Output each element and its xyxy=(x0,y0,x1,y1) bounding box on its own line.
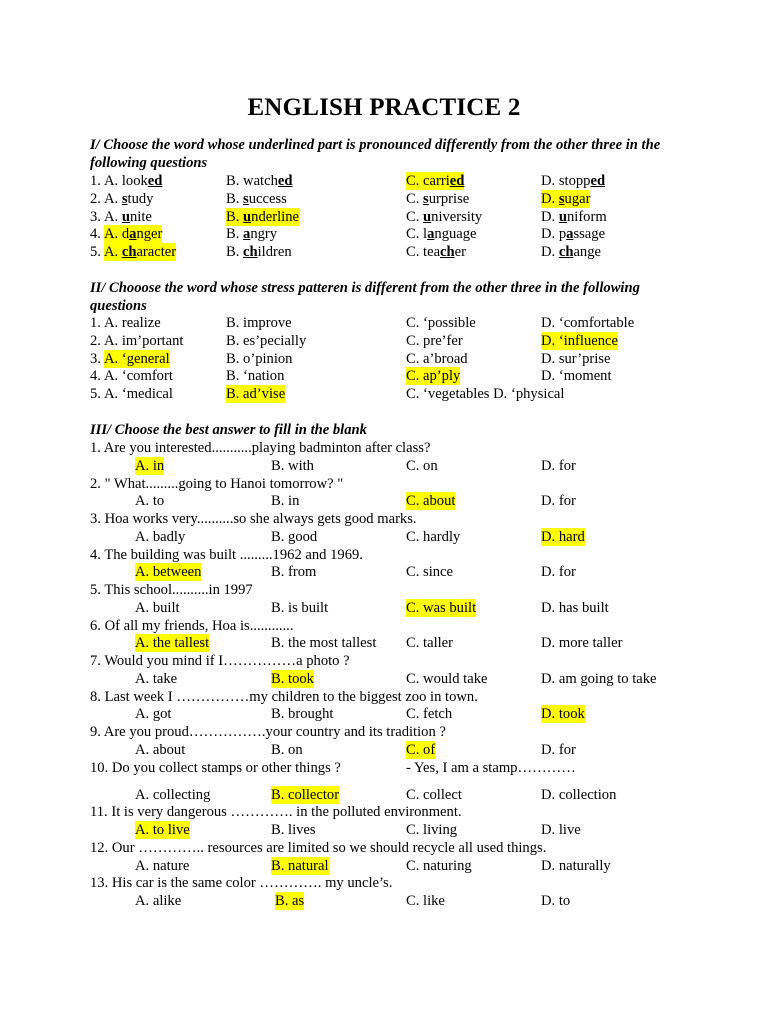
option-b: B. improve xyxy=(226,315,292,331)
option-a: A. badly xyxy=(135,528,186,545)
option-d: D. for xyxy=(541,564,576,581)
options-row xyxy=(0,670,768,688)
question-number: 1. xyxy=(90,315,101,331)
question-number: 4. xyxy=(90,226,101,243)
option-d: D. ‘influence xyxy=(541,332,618,349)
option-c xyxy=(406,190,469,208)
option-text: C. l xyxy=(406,226,428,243)
question-row xyxy=(0,723,768,741)
question-text: 3. Hoa works very..........so she always gets good marks. xyxy=(90,511,417,527)
option-c: C. taller xyxy=(406,635,454,652)
question-text: 7. Would you mind if I……………a photo ? xyxy=(90,653,350,669)
option-a: A. in xyxy=(135,457,165,474)
option-text: niform xyxy=(566,208,607,225)
question-row xyxy=(0,803,768,821)
option-a xyxy=(104,225,162,243)
question-row xyxy=(0,581,768,599)
option-b: B. the most tallest xyxy=(271,635,377,652)
underlined-part: s xyxy=(243,190,249,207)
option-text: A. d xyxy=(104,226,130,243)
option-text: A. look xyxy=(104,173,148,189)
question-text: 10. Do you collect stamps or other things ? xyxy=(90,759,341,776)
question-row xyxy=(0,546,768,564)
question-number: 1. xyxy=(90,173,101,189)
stress-row xyxy=(0,350,768,368)
option-a xyxy=(104,208,152,226)
option-a: A. realize xyxy=(104,315,161,331)
option-text: nguage xyxy=(434,226,477,243)
option-c: C. living xyxy=(406,822,458,838)
question-text: 6. Of all my friends, Hoa is............ xyxy=(90,617,294,634)
option-c: C. naturing xyxy=(406,857,472,874)
question-number: 2. xyxy=(90,332,101,349)
underlined-part: s xyxy=(121,190,128,207)
option-b: B. took xyxy=(271,670,314,687)
question-number: 4. xyxy=(90,368,101,385)
question-number: 5. xyxy=(90,386,101,403)
option-text: niversity xyxy=(431,208,483,225)
option-text: C. tea xyxy=(406,244,441,261)
option-c: C. about xyxy=(406,493,456,510)
options-row xyxy=(0,528,768,546)
option-a: A. ‘general xyxy=(104,350,170,367)
option-b: B. natural xyxy=(271,857,329,874)
option-text: B. xyxy=(226,190,244,207)
option-c xyxy=(406,208,482,226)
option-a xyxy=(104,172,162,190)
option-text: aracter xyxy=(136,244,177,261)
options-row xyxy=(0,492,768,510)
option-a: A. take xyxy=(135,670,178,687)
underlined-part: a xyxy=(243,226,251,243)
option-d: D. live xyxy=(541,822,581,838)
option-text: B. xyxy=(226,244,244,261)
option-c: C. hardly xyxy=(406,528,461,545)
option-d: D. naturally xyxy=(541,857,611,874)
section-3-heading: III/ Choose the best answer to fill in the blank xyxy=(90,422,367,438)
question-number: 2. xyxy=(90,190,101,207)
option-c: C. ‘vegetables D. ‘physical xyxy=(406,386,565,403)
option-b xyxy=(226,208,299,226)
option-a: A. alike xyxy=(135,893,182,909)
option-text: tudy xyxy=(127,190,154,207)
option-b: B. in xyxy=(271,493,300,510)
question-row xyxy=(0,617,768,635)
option-d: D. am going to take xyxy=(541,670,657,687)
options-row xyxy=(0,821,768,839)
option-c xyxy=(406,172,464,190)
question-number: 3. xyxy=(90,208,101,225)
option-b xyxy=(226,225,277,243)
pronunciation-row xyxy=(0,172,768,190)
underlined-part: s xyxy=(558,190,565,207)
options-row xyxy=(0,563,768,581)
option-text: urprise xyxy=(428,190,470,207)
option-b: B. collector xyxy=(271,786,340,803)
page-title: ENGLISH PRACTICE 2 xyxy=(247,94,521,121)
question-row xyxy=(0,475,768,493)
question-text: 8. Last week I ……………my children to the biggest zoo in town. xyxy=(90,688,478,705)
option-d: D. more taller xyxy=(541,635,623,652)
option-text: B. xyxy=(226,208,244,225)
option-b: B. ad’vise xyxy=(226,386,286,403)
option-c: C. would take xyxy=(406,670,488,687)
question-row xyxy=(0,688,768,706)
option-d: D. has built xyxy=(541,599,609,616)
option-a: A. built xyxy=(135,599,180,616)
option-c: C. pre’fer xyxy=(406,332,463,349)
stress-row xyxy=(0,385,768,403)
question-text: 13. His car is the same color …………. my uncle’s. xyxy=(90,875,393,892)
option-text: nite xyxy=(129,208,152,225)
option-b: B. as xyxy=(275,893,305,909)
option-a: A. collecting xyxy=(135,786,211,803)
section-1-heading: I/ Choose the word whose underlined part is pronounced differently from the other three in the following questions xyxy=(90,137,661,171)
option-c: C. was built xyxy=(406,599,477,616)
option-d xyxy=(541,190,590,208)
option-text: C. carri xyxy=(406,173,450,189)
option-a xyxy=(104,243,176,261)
option-text: D. xyxy=(541,208,559,225)
option-b: B. es’pecially xyxy=(226,332,307,349)
option-d: D. for xyxy=(541,457,576,474)
underlined-part: a xyxy=(427,226,435,243)
question-text: 12. Our ………….. resources are limited so we should recycle all used things. xyxy=(90,839,547,856)
underlined-part: u xyxy=(423,208,432,225)
option-c: C. ‘possible xyxy=(406,315,476,331)
option-d xyxy=(541,172,605,190)
options-row xyxy=(0,892,768,910)
option-text: C. xyxy=(406,190,424,207)
underlined-part: u xyxy=(121,208,130,225)
option-text: A. xyxy=(104,208,122,225)
option-text: D. xyxy=(541,244,559,261)
option-d: D. ‘moment xyxy=(541,368,612,385)
underlined-part: a xyxy=(129,226,137,243)
pronunciation-row xyxy=(0,243,768,261)
option-text: B. watch xyxy=(226,173,278,189)
option-text: A. xyxy=(104,190,122,207)
option-b: B. ‘nation xyxy=(226,368,285,385)
pronunciation-row xyxy=(0,225,768,243)
option-b: B. brought xyxy=(271,706,334,723)
option-a: A. im’portant xyxy=(104,332,184,349)
option-b xyxy=(226,243,292,261)
option-text: nger xyxy=(136,226,163,243)
option-c: C. like xyxy=(406,893,445,909)
option-text: ildren xyxy=(257,244,292,261)
question-row xyxy=(0,652,768,670)
underlined-part: s xyxy=(423,190,429,207)
option-a: A. to live xyxy=(135,822,190,838)
underlined-part: ch xyxy=(558,244,574,261)
question-row xyxy=(0,759,768,777)
options-row xyxy=(0,705,768,723)
option-d: D. took xyxy=(541,706,585,723)
option-c xyxy=(406,225,477,243)
question-text: 2. " What.........going to Hanoi tomorrow? " xyxy=(90,475,344,492)
option-text: C. xyxy=(406,208,424,225)
section-2-heading: II/ Chooose the word whose stress patteren is different from the other three in the following questions xyxy=(90,280,640,314)
options-row xyxy=(0,786,768,804)
option-a: A. ‘comfort xyxy=(104,368,173,385)
option-b: B. on xyxy=(271,741,303,758)
option-text: A. xyxy=(104,244,122,261)
option-a: A. the tallest xyxy=(135,635,210,652)
option-b xyxy=(226,172,292,190)
option-d: D. ‘comfortable xyxy=(541,315,635,331)
option-text: nderline xyxy=(251,208,299,225)
option-b: B. from xyxy=(271,564,317,581)
stress-row xyxy=(0,332,768,350)
options-row xyxy=(0,634,768,652)
option-d: D. sur’prise xyxy=(541,350,611,367)
option-a: A. between xyxy=(135,564,202,581)
question-number: 3. xyxy=(90,350,101,367)
option-b: B. is built xyxy=(271,599,329,616)
question-row xyxy=(0,439,768,457)
option-d: D. hard xyxy=(541,528,585,545)
option-text: D. p xyxy=(541,226,567,243)
option-text: ngry xyxy=(250,226,278,243)
option-b: B. with xyxy=(271,457,314,474)
question-text: 1. Are you interested...........playing badminton after class? xyxy=(90,440,431,456)
question-text: 5. This school..........in 1997 xyxy=(90,582,253,598)
option-d: D. for xyxy=(541,493,576,510)
option-c: C. fetch xyxy=(406,706,453,723)
underlined-part: ch xyxy=(121,244,137,261)
option-text: B. xyxy=(226,226,244,243)
option-d xyxy=(541,225,605,243)
question-number: 5. xyxy=(90,244,101,261)
question-row xyxy=(0,839,768,857)
underlined-part: ed xyxy=(147,173,163,189)
option-d: D. for xyxy=(541,741,576,758)
underlined-part: a xyxy=(566,226,574,243)
option-c: C. since xyxy=(406,564,454,581)
option-d xyxy=(541,243,601,261)
option-text: ssage xyxy=(573,226,606,243)
option-text: er xyxy=(454,244,466,261)
option-a: A. got xyxy=(135,706,172,723)
option-a: A. ‘medical xyxy=(104,386,173,403)
option-b: B. lives xyxy=(271,822,316,838)
option-c: C. of xyxy=(406,741,436,758)
option-a: A. nature xyxy=(135,857,190,874)
option-a xyxy=(104,190,153,208)
question-text: 11. It is very dangerous …………. in the polluted environment. xyxy=(90,804,462,821)
underlined-part: u xyxy=(558,208,567,225)
option-c: C. ap’ply xyxy=(406,368,461,385)
option-b: B. o’pinion xyxy=(226,350,293,367)
option-a: A. about xyxy=(135,741,186,758)
option-text: ange xyxy=(573,244,601,261)
options-row xyxy=(0,741,768,759)
underlined-part: ed xyxy=(590,173,606,189)
underlined-part: u xyxy=(243,208,252,225)
stress-row xyxy=(0,367,768,385)
option-c xyxy=(406,243,466,261)
option-b: B. good xyxy=(271,528,318,545)
option-text: D. xyxy=(541,190,559,207)
option-c: C. collect xyxy=(406,786,462,803)
question-row xyxy=(0,510,768,528)
question-row xyxy=(0,874,768,892)
options-row xyxy=(0,457,768,475)
option-text: uccess xyxy=(248,190,287,207)
pronunciation-row xyxy=(0,190,768,208)
option-d: D. collection xyxy=(541,786,617,803)
option-d: D. to xyxy=(541,893,571,909)
option-text: ugar xyxy=(564,190,591,207)
options-row xyxy=(0,857,768,875)
options-row xyxy=(0,599,768,617)
underlined-part: ch xyxy=(243,244,258,261)
option-d xyxy=(541,208,607,226)
underlined-part: ch xyxy=(440,244,455,261)
option-b xyxy=(226,190,287,208)
stress-row xyxy=(0,314,768,332)
option-c: C. a’broad xyxy=(406,350,468,367)
option-c: C. on xyxy=(406,457,438,474)
pronunciation-row xyxy=(0,208,768,226)
underlined-part: ed xyxy=(449,173,465,189)
question-text: 9. Are you proud…………….your country and its tradition ? xyxy=(90,724,446,740)
option-a: A. to xyxy=(135,493,165,510)
option-text: D. stopp xyxy=(541,173,591,189)
question-continuation: - Yes, I am a stamp………… xyxy=(406,759,576,776)
underlined-part: ed xyxy=(277,173,293,189)
question-text: 4. The building was built .........1962 and 1969. xyxy=(90,546,363,563)
